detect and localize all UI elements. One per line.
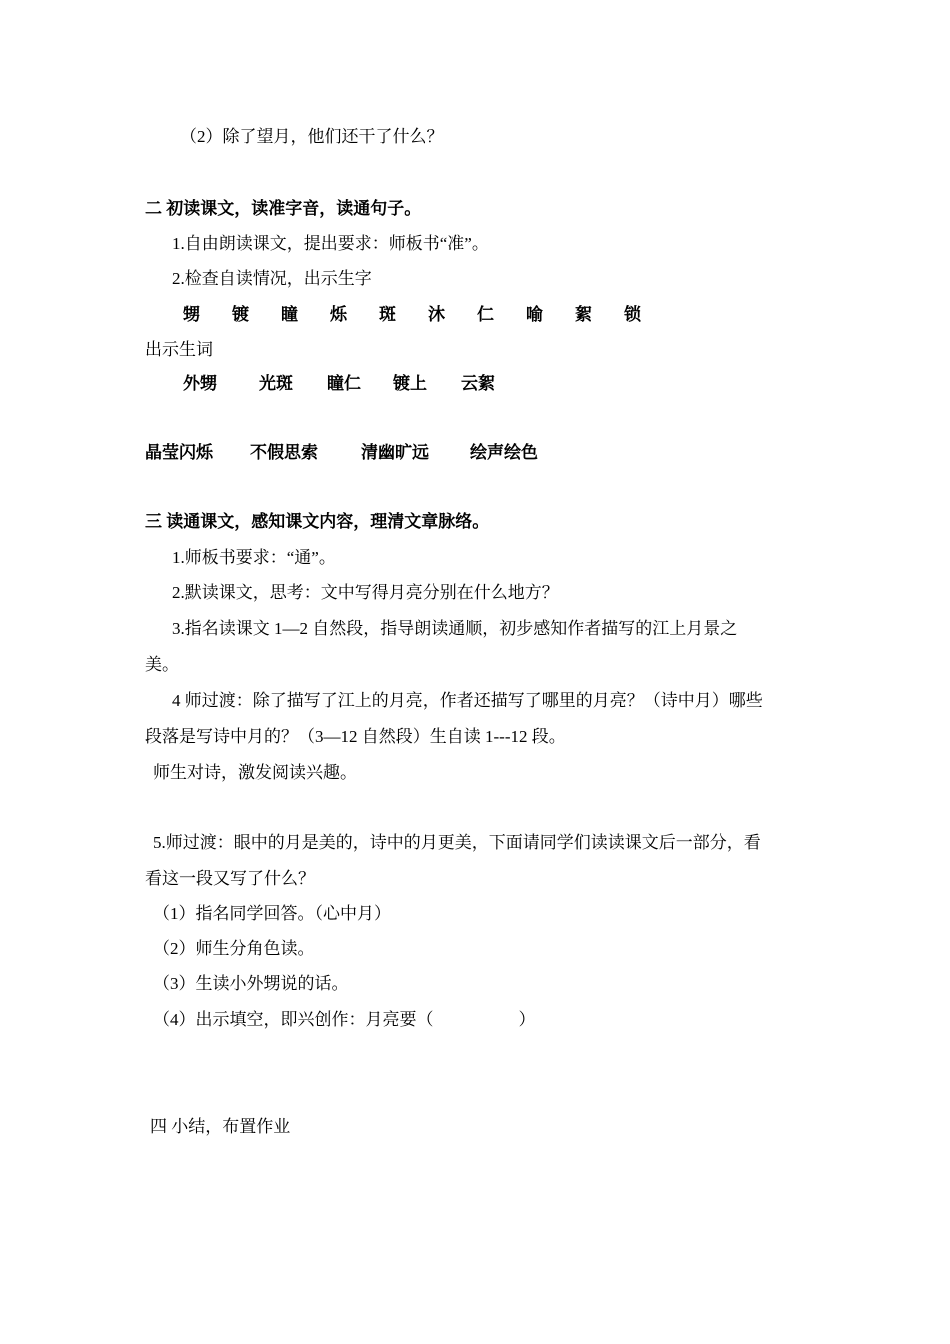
word: 瞳仁 <box>327 374 361 393</box>
new-character: 镀 <box>232 305 249 324</box>
new-character: 烁 <box>330 305 347 324</box>
new-character: 瞳 <box>281 305 298 324</box>
section-3-item-2: 2.默读课文，思考：文中写得月亮分别在什么地方？ <box>172 583 559 602</box>
new-character: 甥 <box>183 305 200 324</box>
section-3-item-1: 1.师板书要求：“通”。 <box>172 548 336 567</box>
section-2-heading: 二 初读课文，读准字音，读通句子。 <box>145 199 422 218</box>
section-3-item-3-line-1: 3.指名读课文 1—2 自然段，指导朗读通顺，初步感知作者描写的江上月景之 <box>172 619 738 638</box>
word: 外甥 <box>183 374 217 393</box>
word: 绘声绘色 <box>470 443 538 462</box>
section-2-item-1: 1.自由朗读课文，提出要求：师板书“准”。 <box>172 234 489 253</box>
sub-item-3: （3）生读小外甥说的话。 <box>153 974 349 993</box>
section-3-item-3-line-2: 美。 <box>145 655 179 674</box>
new-character: 喻 <box>526 305 543 324</box>
new-character: 仁 <box>477 305 494 324</box>
sub-item-1: （1）指名同学回答。（心中月） <box>153 904 391 923</box>
words-row-2 <box>145 441 560 465</box>
section-3-item-4-line-3: 师生对诗，激发阅读兴趣。 <box>153 763 357 782</box>
section-3-item-5-line-1: 5.师过渡：眼中的月是美的，诗中的月更美，下面请同学们读读课文后一部分，看 <box>153 833 761 852</box>
words-label: 出示生词 <box>145 340 213 359</box>
new-character: 锁 <box>624 305 641 324</box>
new-character: 斑 <box>379 305 396 324</box>
word: 镀上 <box>393 374 427 393</box>
sub-item-2: （2）师生分角色读。 <box>153 939 315 958</box>
word: 光斑 <box>259 374 293 393</box>
section-3-heading: 三 读通课文，感知课文内容，理清文章脉络。 <box>145 512 490 531</box>
word: 晶莹闪烁 <box>145 443 213 462</box>
new-characters-row <box>183 303 673 327</box>
section-2-item-2: 2.检查自读情况，出示生字 <box>172 269 372 288</box>
new-character: 沐 <box>428 305 445 324</box>
new-character: 絮 <box>575 305 592 324</box>
word: 云絮 <box>461 374 495 393</box>
word: 清幽旷远 <box>361 443 429 462</box>
question-2: （2）除了望月，他们还干了什么？ <box>180 127 444 146</box>
section-3-item-4-line-2: 段落是写诗中月的？（3—12 自然段）生自读 1---12 段。 <box>145 727 566 746</box>
word: 不假思索 <box>250 443 318 462</box>
sub-item-4: （4）出示填空，即兴创作：月亮要（ ） <box>153 1010 536 1029</box>
section-3-item-4-line-1: 4 师过渡：除了描写了江上的月亮，作者还描写了哪里的月亮？（诗中月）哪些 <box>172 691 763 710</box>
section-4-heading: 四 小结，布置作业 <box>150 1117 291 1136</box>
section-3-item-5-line-2: 看这一段又写了什么？ <box>145 869 315 888</box>
words-row-1 <box>183 372 521 396</box>
